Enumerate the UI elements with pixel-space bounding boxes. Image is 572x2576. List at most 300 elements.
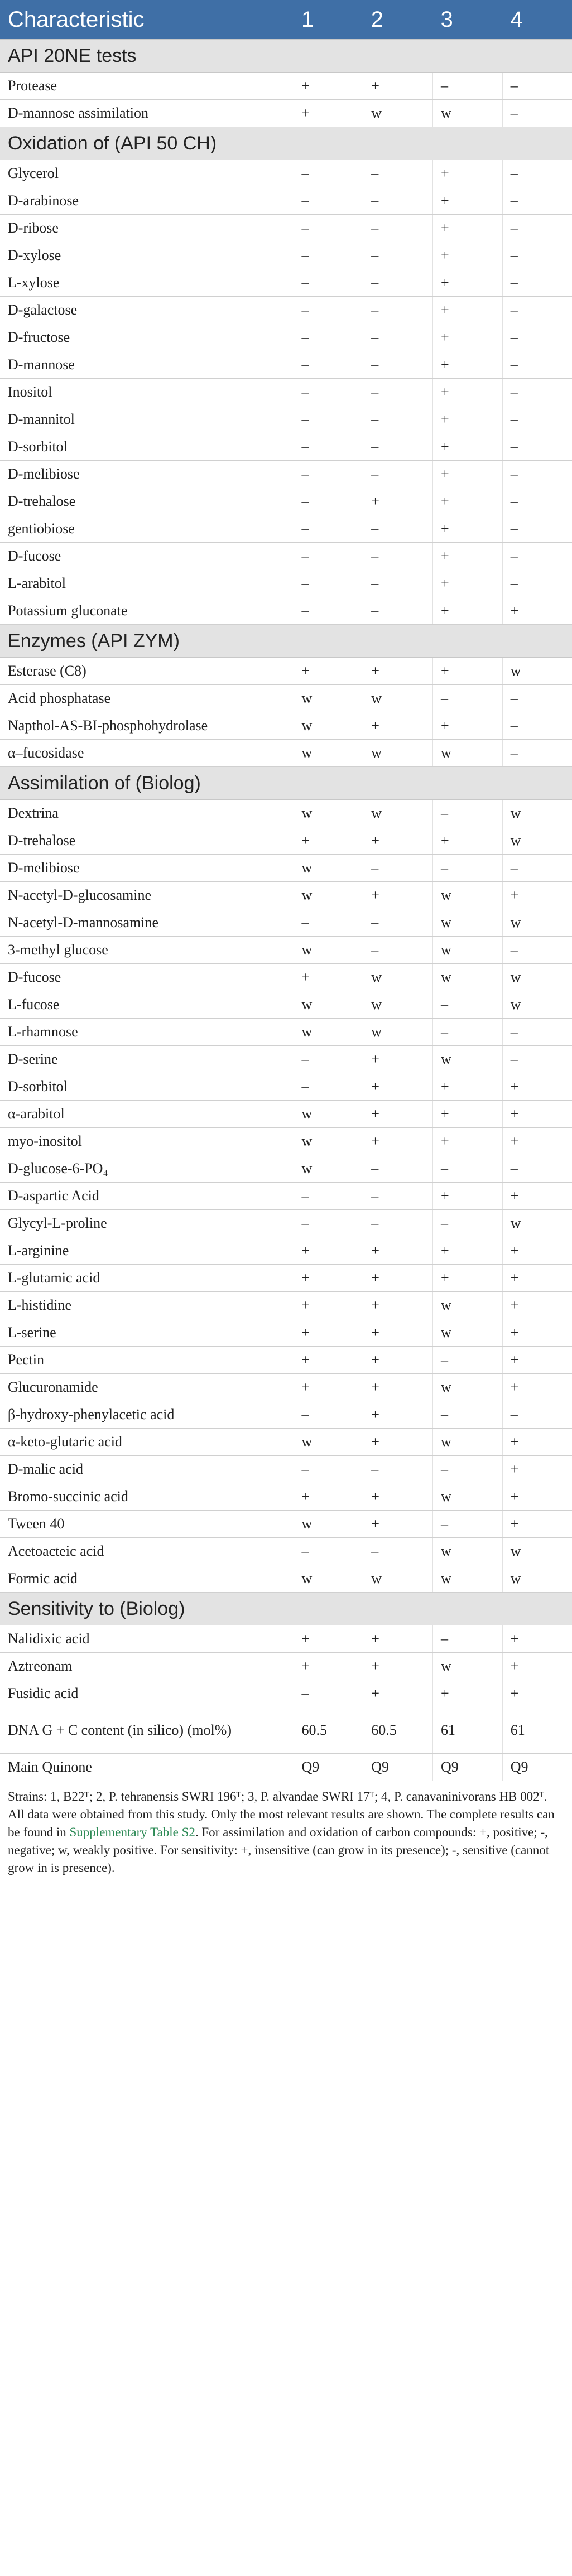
strain-1-value-cell: – xyxy=(294,515,363,543)
characteristic-cell: D-malic acid xyxy=(0,1456,294,1483)
strain-3-value-cell: w xyxy=(433,740,503,767)
strain-4-value-cell: + xyxy=(502,1429,572,1456)
characteristic-cell: D-fructose xyxy=(0,324,294,351)
strain-3-value-cell: – xyxy=(433,1625,503,1653)
strain-2-value-cell: – xyxy=(363,269,433,297)
strain-4-value-cell: + xyxy=(502,1128,572,1155)
strain-1-value-cell: – xyxy=(294,1538,363,1565)
table-row xyxy=(0,1456,572,1483)
strain-3-value-cell: – xyxy=(433,1155,503,1183)
strain-2-value-cell: – xyxy=(363,242,433,269)
strain-4-value-cell: w xyxy=(502,1210,572,1237)
strain-3-value-cell: – xyxy=(433,1347,503,1374)
characteristic-cell: Acid phosphatase xyxy=(0,685,294,712)
strain-4-value-cell: Q9 xyxy=(502,1754,572,1781)
strain-1-value-cell: w xyxy=(294,1019,363,1046)
characteristic-cell: gentiobiose xyxy=(0,515,294,543)
strain-2-value-cell: + xyxy=(363,882,433,909)
strain-1-value-cell: – xyxy=(294,160,363,187)
characteristic-cell: D-xylose xyxy=(0,242,294,269)
strain-4-value-cell: – xyxy=(502,1046,572,1073)
strain-1-value-cell: – xyxy=(294,1073,363,1101)
table-row xyxy=(0,991,572,1019)
strain-2-value-cell: + xyxy=(363,1347,433,1374)
strain-2-value-cell: w xyxy=(363,1565,433,1593)
characteristic-cell: L-histidine xyxy=(0,1292,294,1319)
section-title: Assimilation of (Biolog) xyxy=(0,767,572,800)
strain-3-value-cell: + xyxy=(433,215,503,242)
strain-1-value-cell: – xyxy=(294,351,363,379)
characteristic-cell: L-arabitol xyxy=(0,570,294,597)
strain-3-value-cell: + xyxy=(433,379,503,406)
characteristic-cell: D-fucose xyxy=(0,964,294,991)
characteristic-cell: Glucuronamide xyxy=(0,1374,294,1401)
strain-3-value-cell: + xyxy=(433,242,503,269)
strain-1-value-cell: 60.5 xyxy=(294,1707,363,1754)
table-header-row xyxy=(0,0,572,40)
strain-1-value-cell: + xyxy=(294,827,363,855)
table-row xyxy=(0,1046,572,1073)
supplementary-table-link[interactable]: Supplementary Table S2 xyxy=(69,1825,195,1839)
strain-1-value-cell: + xyxy=(294,1319,363,1347)
table-row xyxy=(0,827,572,855)
characteristic-cell: L-xylose xyxy=(0,269,294,297)
strain-4-value-cell: + xyxy=(502,1456,572,1483)
strain-4-value-cell: – xyxy=(502,855,572,882)
table-row xyxy=(0,324,572,351)
table-body xyxy=(0,40,572,1781)
strain-3-value-cell: + xyxy=(433,827,503,855)
strain-3-value-cell: w xyxy=(433,937,503,964)
table-row xyxy=(0,855,572,882)
strain-3-value-cell: – xyxy=(433,800,503,827)
characteristic-cell: Acetoacteic acid xyxy=(0,1538,294,1565)
strain-1-value-cell: + xyxy=(294,1483,363,1511)
characteristic-cell: D-fucose xyxy=(0,543,294,570)
strain-3-value-cell: + xyxy=(433,1265,503,1292)
strain-4-value-cell: w xyxy=(502,964,572,991)
strain-4-value-cell: + xyxy=(502,597,572,625)
strain-3-value-cell: – xyxy=(433,1511,503,1538)
strain-2-value-cell: w xyxy=(363,740,433,767)
table-row xyxy=(0,1319,572,1347)
characteristic-cell: L-glutamic acid xyxy=(0,1265,294,1292)
strain-1-value-cell: – xyxy=(294,461,363,488)
strain-3-value-cell: + xyxy=(433,658,503,685)
characteristic-cell: D-arabinose xyxy=(0,187,294,215)
strain-3-value-cell: w xyxy=(433,1374,503,1401)
strain-4-value-cell: – xyxy=(502,1155,572,1183)
strain-3-value-cell: + xyxy=(433,160,503,187)
section-header-row xyxy=(0,625,572,658)
strain-1-value-cell: w xyxy=(294,685,363,712)
characteristic-cell: N-acetyl-D-mannosamine xyxy=(0,909,294,937)
strain-4-value-cell: – xyxy=(502,73,572,100)
strain-4-value-cell: + xyxy=(502,1073,572,1101)
table-row xyxy=(0,570,572,597)
table-row xyxy=(0,658,572,685)
strain-3-value-cell: + xyxy=(433,712,503,740)
characteristic-cell: Main Quinone xyxy=(0,1754,294,1781)
table-row xyxy=(0,882,572,909)
characteristic-cell: α-arabitol xyxy=(0,1101,294,1128)
strain-1-value-cell: – xyxy=(294,406,363,433)
strain-1-value-cell: + xyxy=(294,1237,363,1265)
strain-3-value-cell: w xyxy=(433,964,503,991)
strain-3-value-cell: + xyxy=(433,515,503,543)
table-row xyxy=(0,515,572,543)
characteristic-cell: D-mannose xyxy=(0,351,294,379)
section-title: Oxidation of (API 50 CH) xyxy=(0,127,572,160)
strain-4-value-cell: – xyxy=(502,543,572,570)
characteristic-cell: D-sorbitol xyxy=(0,1073,294,1101)
strain-3-value-cell: + xyxy=(433,187,503,215)
strain-4-value-cell: – xyxy=(502,379,572,406)
strain-4-value-cell: + xyxy=(502,1653,572,1680)
table-row xyxy=(0,1292,572,1319)
table-row xyxy=(0,1429,572,1456)
strain-1-value-cell: – xyxy=(294,215,363,242)
characteristic-cell: 3-methyl glucose xyxy=(0,937,294,964)
characteristic-cell: Pectin xyxy=(0,1347,294,1374)
strain-2-value-cell: – xyxy=(363,543,433,570)
strain-4-value-cell: + xyxy=(502,1265,572,1292)
strain-2-value-cell: – xyxy=(363,1210,433,1237)
strain-4-value-cell: – xyxy=(502,712,572,740)
strain-4-value-cell: w xyxy=(502,800,572,827)
strain-4-value-cell: + xyxy=(502,1625,572,1653)
strain-3-value-cell: – xyxy=(433,1401,503,1429)
strain-1-value-cell: – xyxy=(294,597,363,625)
strain-3-value-cell: – xyxy=(433,1456,503,1483)
table-row xyxy=(0,160,572,187)
strain-4-value-cell: w xyxy=(502,909,572,937)
table-row xyxy=(0,215,572,242)
strain-2-value-cell: – xyxy=(363,597,433,625)
characteristic-cell: Glycerol xyxy=(0,160,294,187)
strain-4-value-cell: w xyxy=(502,827,572,855)
table-row xyxy=(0,461,572,488)
strain-1-value-cell: – xyxy=(294,433,363,461)
strain-1-value-cell: – xyxy=(294,909,363,937)
characteristic-cell: D-melibiose xyxy=(0,461,294,488)
strain-1-value-cell: w xyxy=(294,740,363,767)
strain-4-value-cell: + xyxy=(502,1374,572,1401)
strain-4-value-cell: – xyxy=(502,406,572,433)
strain-3-value-cell: + xyxy=(433,1183,503,1210)
strain-3-value-cell: + xyxy=(433,269,503,297)
strain-2-value-cell: – xyxy=(363,379,433,406)
strain-2-value-cell: – xyxy=(363,324,433,351)
strain-1-value-cell: + xyxy=(294,1265,363,1292)
strain-1-value-cell: – xyxy=(294,1401,363,1429)
strain-3-value-cell: w xyxy=(433,1565,503,1593)
characteristic-cell: myo-inositol xyxy=(0,1128,294,1155)
table-row xyxy=(0,1374,572,1401)
characteristic-cell: Napthol-AS-BI-phosphohydrolase xyxy=(0,712,294,740)
strain-1-value-cell: – xyxy=(294,570,363,597)
strain-4-value-cell: – xyxy=(502,1019,572,1046)
table-row xyxy=(0,1155,572,1183)
strain-1-value-cell: – xyxy=(294,1680,363,1707)
strain-2-value-cell: – xyxy=(363,937,433,964)
strain-3-value-cell: w xyxy=(433,1653,503,1680)
section-title: Enzymes (API ZYM) xyxy=(0,625,572,658)
characteristic-cell: Potassium gluconate xyxy=(0,597,294,625)
strain-1-value-cell: – xyxy=(294,297,363,324)
strain-2-value-cell: – xyxy=(363,461,433,488)
strain-1-value-cell: – xyxy=(294,379,363,406)
characteristic-cell: α–fucosidase xyxy=(0,740,294,767)
strain-4-value-cell: – xyxy=(502,570,572,597)
strain-2-value-cell: + xyxy=(363,1429,433,1456)
strain-4-value-cell: w xyxy=(502,658,572,685)
strain-3-value-cell: + xyxy=(433,324,503,351)
table-row xyxy=(0,937,572,964)
section-title: Sensitivity to (Biolog) xyxy=(0,1593,572,1625)
table-row xyxy=(0,100,572,127)
strain-2-value-cell: w xyxy=(363,685,433,712)
strain-1-value-cell: – xyxy=(294,1183,363,1210)
strain-2-value-cell: – xyxy=(363,1155,433,1183)
strain-2-value-cell: + xyxy=(363,1073,433,1101)
characteristic-cell: Protease xyxy=(0,73,294,100)
strain-4-value-cell: – xyxy=(502,242,572,269)
strain-2-value-cell: w xyxy=(363,1019,433,1046)
strain-2-value-cell: – xyxy=(363,1456,433,1483)
table-row xyxy=(0,1019,572,1046)
strain-3-value-cell: – xyxy=(433,73,503,100)
strain-4-value-cell: + xyxy=(502,1483,572,1511)
characteristic-cell: L-arginine xyxy=(0,1237,294,1265)
characteristic-cell: Bromo-succinic acid xyxy=(0,1483,294,1511)
characteristic-cell: L-fucose xyxy=(0,991,294,1019)
table-row xyxy=(0,712,572,740)
characteristic-cell: Glycyl-L-proline xyxy=(0,1210,294,1237)
strain-4-value-cell: – xyxy=(502,685,572,712)
table-row xyxy=(0,379,572,406)
characteristic-cell: Fusidic acid xyxy=(0,1680,294,1707)
table-row xyxy=(0,1101,572,1128)
strain-3-value-cell: – xyxy=(433,1019,503,1046)
strain-3-value-cell: w xyxy=(433,1483,503,1511)
strain-1-value-cell: – xyxy=(294,1046,363,1073)
strain-2-value-cell: + xyxy=(363,1511,433,1538)
table-row xyxy=(0,297,572,324)
strain-1-value-cell: + xyxy=(294,1347,363,1374)
characteristic-cell: D-serine xyxy=(0,1046,294,1073)
strain-2-value-cell: w xyxy=(363,100,433,127)
strain-3-value-cell: w xyxy=(433,909,503,937)
strain-1-value-cell: w xyxy=(294,1511,363,1538)
table-row xyxy=(0,1565,572,1593)
strain-3-value-cell: + xyxy=(433,1680,503,1707)
strain-2-value-cell: – xyxy=(363,855,433,882)
table-row xyxy=(0,543,572,570)
strain-1-value-cell: + xyxy=(294,964,363,991)
strain-2-value-cell: – xyxy=(363,570,433,597)
strain-1-value-cell: w xyxy=(294,800,363,827)
strain-2-value-cell: – xyxy=(363,433,433,461)
strain-4-value-cell: – xyxy=(502,740,572,767)
strain-3-value-cell: + xyxy=(433,597,503,625)
characteristic-cell: Tween 40 xyxy=(0,1511,294,1538)
table-row xyxy=(0,1754,572,1781)
strain-3-value-cell: w xyxy=(433,1292,503,1319)
table-row xyxy=(0,242,572,269)
table-row xyxy=(0,433,572,461)
strain-2-value-cell: w xyxy=(363,964,433,991)
strain-2-value-cell: – xyxy=(363,515,433,543)
strain-2-value-cell: – xyxy=(363,160,433,187)
characteristic-cell: DNA G + C content (in silico) (mol%) xyxy=(0,1707,294,1754)
strain-2-value-cell: – xyxy=(363,406,433,433)
strain-1-value-cell: w xyxy=(294,712,363,740)
characteristic-cell: D-sorbitol xyxy=(0,433,294,461)
footnote-text-before: Strains: 1, B22ᵀ; 2, P. tehranensis SWRI 196ᵀ; 3, P. alvandae SWRI 17ᵀ; 4, P. canavaninivorans HB 002ᵀ. All data were obtained from this study. Only the most relevant results are shown. The complete results can be found in xyxy=(8,1789,555,1839)
strain-4-value-cell: – xyxy=(502,100,572,127)
strain-2-value-cell: + xyxy=(363,1265,433,1292)
strain-1-value-cell: w xyxy=(294,937,363,964)
strain-3-value-cell: – xyxy=(433,855,503,882)
strain-2-value-cell: + xyxy=(363,73,433,100)
strain-2-value-cell: + xyxy=(363,1653,433,1680)
strain-4-value-cell: – xyxy=(502,433,572,461)
strain-1-value-cell: – xyxy=(294,324,363,351)
strain-2-value-cell: + xyxy=(363,1319,433,1347)
strain-1-value-cell: w xyxy=(294,1155,363,1183)
table-row xyxy=(0,909,572,937)
strain-3-value-cell: + xyxy=(433,461,503,488)
strain-3-value-cell: – xyxy=(433,991,503,1019)
table-row xyxy=(0,406,572,433)
table-row xyxy=(0,1707,572,1754)
characteristic-cell: D-trehalose xyxy=(0,827,294,855)
header-strain-2: 2 xyxy=(363,0,433,40)
characteristic-cell: α-keto-glutaric acid xyxy=(0,1429,294,1456)
characteristic-cell: Nalidixic acid xyxy=(0,1625,294,1653)
strain-4-value-cell: – xyxy=(502,1401,572,1429)
table-row xyxy=(0,1237,572,1265)
strain-3-value-cell: 61 xyxy=(433,1707,503,1754)
strain-3-value-cell: + xyxy=(433,1073,503,1101)
characteristic-cell: Formic acid xyxy=(0,1565,294,1593)
strain-2-value-cell: – xyxy=(363,1183,433,1210)
strain-4-value-cell: w xyxy=(502,991,572,1019)
strain-1-value-cell: w xyxy=(294,1429,363,1456)
strain-2-value-cell: 60.5 xyxy=(363,1707,433,1754)
strain-3-value-cell: + xyxy=(433,543,503,570)
table-row xyxy=(0,1073,572,1101)
characteristic-cell: D-aspartic Acid xyxy=(0,1183,294,1210)
strain-1-value-cell: – xyxy=(294,269,363,297)
strain-2-value-cell: + xyxy=(363,658,433,685)
strain-1-value-cell: w xyxy=(294,1565,363,1593)
header-strain-3: 3 xyxy=(433,0,503,40)
strain-1-value-cell: + xyxy=(294,1625,363,1653)
strain-1-value-cell: w xyxy=(294,855,363,882)
strain-2-value-cell: + xyxy=(363,1292,433,1319)
strain-1-value-cell: + xyxy=(294,1292,363,1319)
characteristic-cell: β-hydroxy-phenylacetic acid xyxy=(0,1401,294,1429)
table-row xyxy=(0,964,572,991)
table-row xyxy=(0,1128,572,1155)
strain-4-value-cell: w xyxy=(502,1565,572,1593)
strain-1-value-cell: + xyxy=(294,73,363,100)
strain-3-value-cell: + xyxy=(433,488,503,515)
section-title: API 20NE tests xyxy=(0,40,572,73)
table-row xyxy=(0,269,572,297)
table-row xyxy=(0,1265,572,1292)
strain-2-value-cell: – xyxy=(363,187,433,215)
characteristic-cell: D-galactose xyxy=(0,297,294,324)
characteristic-cell: Inositol xyxy=(0,379,294,406)
characteristic-cell: D-trehalose xyxy=(0,488,294,515)
section-header-row xyxy=(0,127,572,160)
strain-1-value-cell: w xyxy=(294,1128,363,1155)
section-header-row xyxy=(0,1593,572,1625)
table-row xyxy=(0,800,572,827)
strain-4-value-cell: + xyxy=(502,1680,572,1707)
strain-1-value-cell: – xyxy=(294,488,363,515)
characteristic-cell: Esterase (C8) xyxy=(0,658,294,685)
strain-4-value-cell: + xyxy=(502,1183,572,1210)
table-row xyxy=(0,1183,572,1210)
strain-2-value-cell: + xyxy=(363,827,433,855)
strain-4-value-cell: – xyxy=(502,187,572,215)
strain-3-value-cell: + xyxy=(433,433,503,461)
strain-2-value-cell: + xyxy=(363,1128,433,1155)
table-row xyxy=(0,73,572,100)
characteristic-cell: D-mannose assimilation xyxy=(0,100,294,127)
strain-1-value-cell: w xyxy=(294,991,363,1019)
characteristic-cell: N-acetyl-D-glucosamine xyxy=(0,882,294,909)
strain-3-value-cell: + xyxy=(433,570,503,597)
strain-1-value-cell: – xyxy=(294,187,363,215)
strain-2-value-cell: – xyxy=(363,351,433,379)
strain-2-value-cell: + xyxy=(363,1237,433,1265)
strain-2-value-cell: w xyxy=(363,800,433,827)
characteristic-cell: D-mannitol xyxy=(0,406,294,433)
table-row xyxy=(0,1625,572,1653)
footnote-text-after: . For assimilation and oxidation of carbon compounds: +, positive; -, negative; w, weakly positive. For sensitivity: +, insensitive (can grow in its presence); -, sensitive (cannot grow in is presence). xyxy=(8,1825,550,1875)
table-row xyxy=(0,351,572,379)
header-strain-4: 4 xyxy=(502,0,572,40)
strain-4-value-cell: + xyxy=(502,1101,572,1128)
table-row xyxy=(0,1483,572,1511)
strain-4-value-cell: – xyxy=(502,297,572,324)
table-row xyxy=(0,1653,572,1680)
strain-2-value-cell: + xyxy=(363,1046,433,1073)
table-row xyxy=(0,1210,572,1237)
strain-1-value-cell: – xyxy=(294,1210,363,1237)
table-row xyxy=(0,1347,572,1374)
characteristic-cell: Aztreonam xyxy=(0,1653,294,1680)
strain-3-value-cell: w xyxy=(433,882,503,909)
strain-3-value-cell: w xyxy=(433,1046,503,1073)
strain-3-value-cell: + xyxy=(433,1237,503,1265)
strain-2-value-cell: – xyxy=(363,215,433,242)
strain-3-value-cell: w xyxy=(433,1319,503,1347)
table-row xyxy=(0,597,572,625)
table-row xyxy=(0,1538,572,1565)
strain-4-value-cell: + xyxy=(502,1292,572,1319)
strain-1-value-cell: + xyxy=(294,658,363,685)
table-row xyxy=(0,685,572,712)
characteristic-cell: L-rhamnose xyxy=(0,1019,294,1046)
strain-4-value-cell: – xyxy=(502,461,572,488)
strain-3-value-cell: + xyxy=(433,297,503,324)
